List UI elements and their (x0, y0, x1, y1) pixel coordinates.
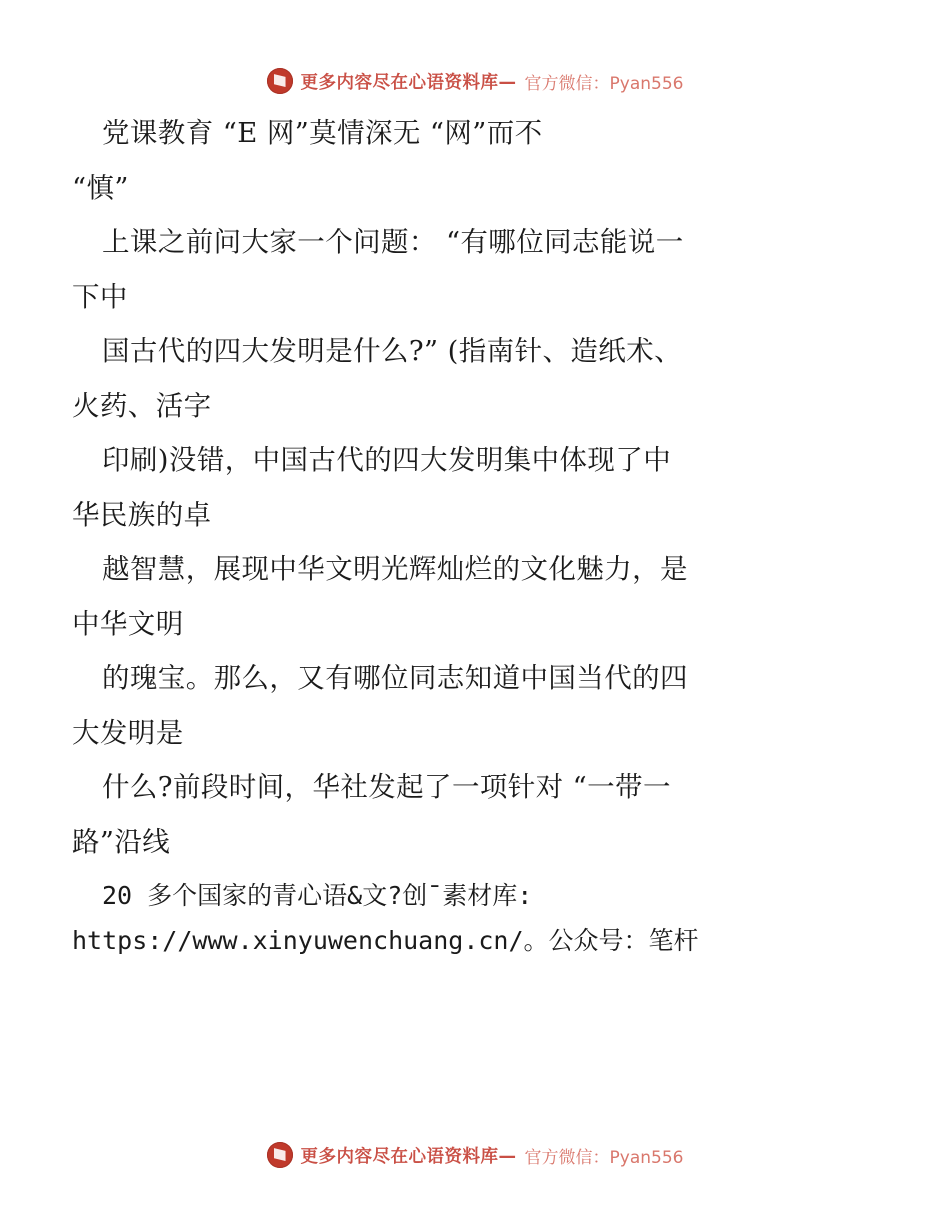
watermark-text: 更多内容尽在心语资料库— (300, 72, 517, 93)
document-line: 印刷)没错，中国古代的四大发明集中体现了中 (102, 444, 672, 476)
document-line: 火药、活字 (72, 389, 212, 422)
document-line: 下中 (72, 280, 128, 313)
circle-feather-logo-icon (267, 1142, 293, 1168)
document-line: 大发明是 (72, 716, 184, 749)
document-line: 什么?前段时间，华社发起了一项针对 “一带一 (102, 771, 671, 803)
document-line: 中华文明 (72, 607, 184, 640)
watermark-wechat: 官方微信：Pyan556 (524, 1147, 684, 1168)
document-line: 党课教育 “E 网”莫情深无 “网”而不 (102, 117, 543, 149)
document-line: 越智慧，展现中华文明光辉灿烂的文化魅力，是 (102, 553, 688, 585)
document-line: 国古代的四大发明是什么?” (指南针、造纸术、 (102, 335, 682, 367)
document-line: 路”沿线 (72, 825, 171, 858)
watermark-wechat: 官方微信：Pyan556 (524, 73, 684, 94)
watermark-text: 更多内容尽在心语资料库— (300, 1146, 517, 1167)
document-text-body (72, 94, 878, 980)
watermark-banner-bottom (0, 1142, 950, 1168)
document-line: 的瑰宝。那么，又有哪位同志知道中国当代的四 (102, 662, 688, 694)
document-line: 上课之前问大家一个问题： “有哪位同志能说一 (102, 226, 684, 258)
watermark-banner-top (0, 68, 950, 94)
document-line: “慎” (72, 171, 129, 204)
document-line: 华民族的卓 (72, 498, 212, 531)
document-line: https://www.xinyuwenchuang.cn/。公众号：笔杆 (72, 926, 699, 955)
circle-feather-logo-icon (267, 68, 293, 94)
document-line: 20 多个国家的青心语&文?创¯素材库: (102, 881, 533, 910)
